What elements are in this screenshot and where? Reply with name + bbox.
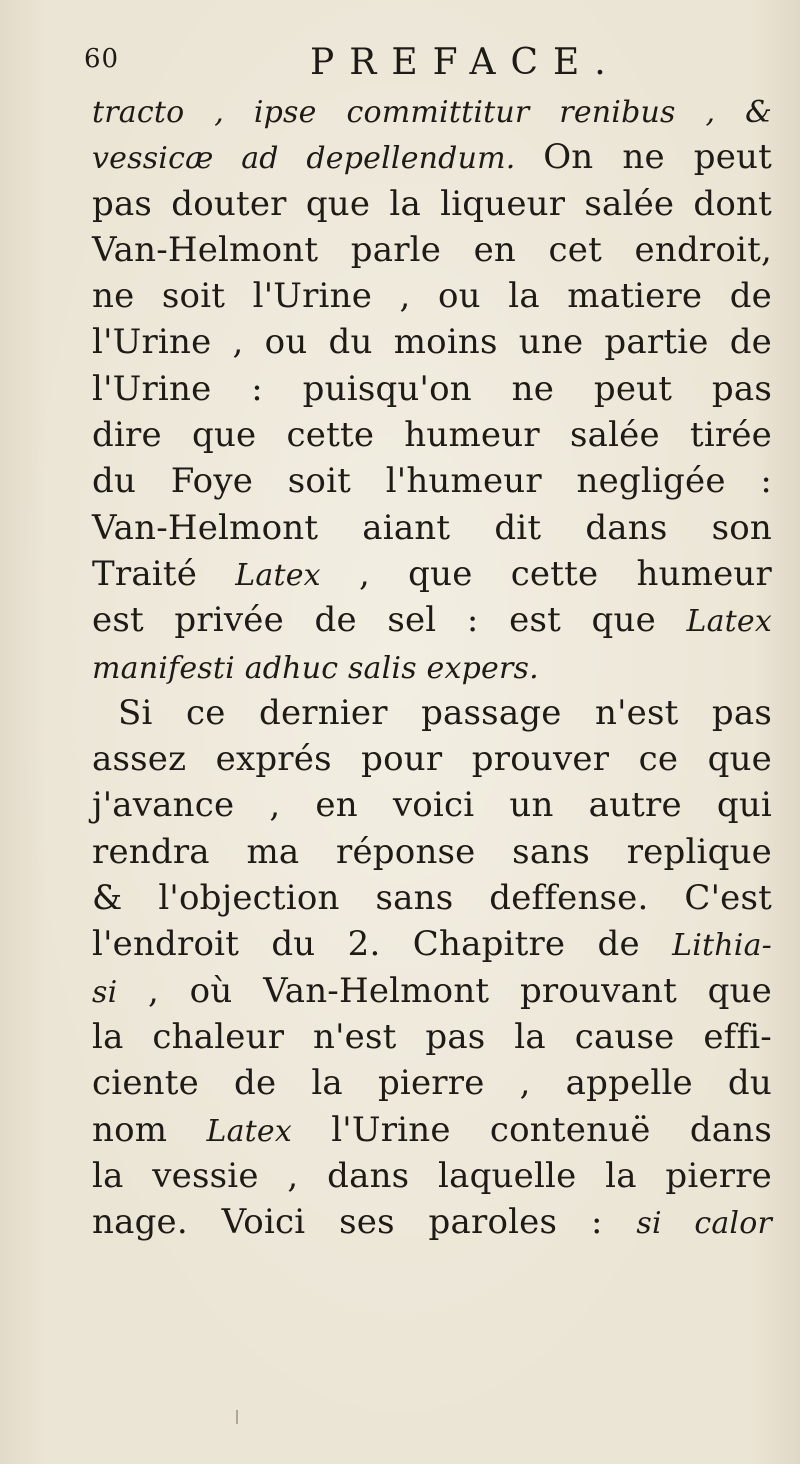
body-text (92, 88, 772, 1245)
roman-span: dire que cette humeur salée tirée (92, 415, 772, 456)
page-number: 60 (84, 44, 120, 74)
text-line (92, 1107, 772, 1153)
text-line (92, 921, 772, 967)
text-line (92, 782, 772, 828)
text-line (92, 319, 772, 365)
text-line (92, 644, 772, 690)
ink-mark (236, 1410, 238, 1424)
text-line (92, 597, 772, 643)
running-head: PREFACE. (310, 42, 621, 83)
italic-span: tracto , ipse committitur renibus , & (92, 95, 772, 130)
italic-span: manifesti adhuc salis expers. (92, 650, 539, 686)
roman-span: nom (92, 1109, 207, 1150)
text-line (92, 88, 772, 134)
roman-span: Si ce dernier passage n'est pas (118, 692, 772, 733)
text-line (92, 273, 772, 319)
roman-span: l'Urine contenuë dans (292, 1109, 773, 1150)
text-line (92, 829, 772, 875)
roman-span: du Foye soit l'humeur negligée : (92, 461, 772, 502)
italic-span: si calor (636, 1206, 773, 1242)
roman-span: Van-Helmont parle en cet endroit, (92, 229, 772, 270)
roman-span: pas douter que la liqueur salée dont (92, 183, 772, 224)
roman-span: l'Urine : puisqu'on ne peut pas (92, 368, 772, 409)
roman-span: ne soit l'Urine , ou la matiere de (92, 276, 772, 317)
roman-span: j'avance , en voici un autre qui (92, 785, 772, 826)
roman-span: l'Urine , ou du moins une partie de (92, 322, 772, 363)
text-line (92, 505, 772, 551)
text-line (92, 412, 772, 458)
roman-span: Van-Helmont aiant dit dans son (92, 507, 772, 548)
text-line (92, 551, 772, 597)
italic-span: Lithia- (672, 928, 772, 964)
text-line (92, 736, 772, 782)
text-line (92, 1153, 772, 1199)
italic-span: si (92, 974, 118, 1010)
roman-span: ciente de la pierre , appelle du (92, 1063, 772, 1104)
roman-span: l'endroit du 2. Chapitre de (92, 924, 673, 965)
roman-span: & l'objection sans deffense. C'est (92, 878, 772, 919)
text-line (92, 875, 772, 921)
page-header (84, 42, 764, 88)
text-line (92, 227, 772, 273)
roman-span: la vessie , dans laquelle la pierre (92, 1155, 772, 1196)
roman-span: , que cette humeur (320, 553, 772, 594)
roman-span: assez exprés pour prouver ce que (92, 739, 772, 780)
text-line (92, 690, 772, 736)
text-line (92, 1060, 772, 1106)
roman-span: la chaleur n'est pas la cause effi- (92, 1016, 772, 1057)
text-line (92, 181, 772, 227)
text-line (92, 366, 772, 412)
text-line (92, 134, 772, 180)
italic-span: vessicæ ad depellendum. (92, 141, 544, 177)
text-line (92, 1014, 772, 1060)
text-line (92, 968, 772, 1014)
italic-span: Latex (686, 604, 772, 640)
roman-span: rendra ma réponse sans replique (92, 831, 772, 872)
roman-span: est privée de sel : est que (92, 600, 687, 641)
text-line (92, 1199, 772, 1245)
italic-span: Latex (235, 557, 321, 593)
italic-span: Latex (206, 1113, 292, 1149)
roman-span: , où Van-Helmont prouvant que (117, 970, 772, 1011)
roman-span: nage. Voici ses paroles : (92, 1202, 637, 1243)
roman-span: On ne peut (543, 137, 772, 178)
text-line (92, 458, 772, 504)
roman-span: Traité (92, 553, 236, 594)
